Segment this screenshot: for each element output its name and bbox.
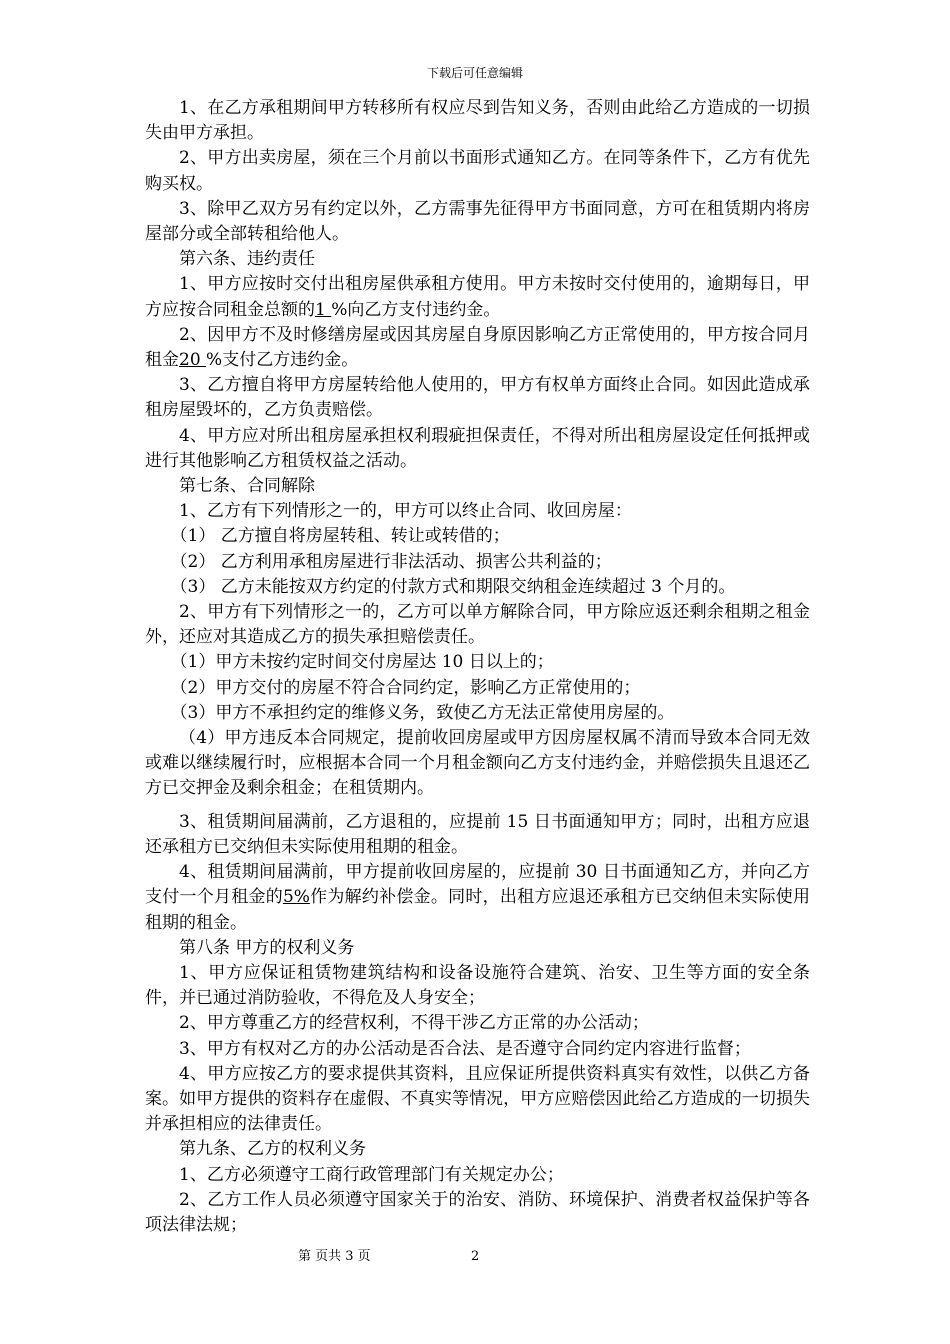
list-item: （3）甲方不承担约定的维修义务，致使乙方无法正常使用房屋的。	[170, 702, 675, 723]
list-item: （3） 乙方未能按双方约定的付款方式和期限交纳租金连续超过 3 个月的。	[170, 576, 736, 597]
section-heading: 第七条、合同解除	[179, 476, 315, 497]
section-heading: 第九条、乙方的权利义务	[179, 1139, 366, 1160]
list-item: （2）甲方交付的房屋不符合合同约定，影响乙方正常使用的；	[170, 677, 641, 698]
list-item: （4）甲方违反本合同规定，提前收回房屋或甲方因房屋权属不清而导致本合同无效或难以继续履行时，应根据本合同一个月租金额向乙方支付违约金，并赔偿损失且退还乙方已交押金及剩余租金；在租赁期内。	[145, 728, 810, 799]
paragraph	[145, 323, 810, 373]
page-header: 下载后可任意编辑	[426, 66, 523, 80]
paragraph-text: 1、甲方应按时交付出租房屋供承租方使用。甲方未按时交付使用的，逾期每日，甲方应按合同租金总额的	[145, 274, 810, 320]
paragraph: 1、甲方应保证租赁物建筑结构和设备设施符合建筑、治安、卫生等方面的安全条件，并已通过消防验收，不得危及人身安全；	[145, 962, 810, 1009]
paragraph: 3、除甲乙双方另有约定以外，乙方需事先征得甲方书面同意，方可在租赁期内将房屋部分或全部转租给他人。	[145, 198, 810, 245]
paragraph: 3、乙方擅自将甲方房屋转给他人使用的，甲方有权单方面终止合同。如因此造成承租房屋毁坏的，乙方负责赔偿。	[145, 375, 810, 421]
paragraph: 1、在乙方承租期间甲方转移所有权应尽到告知义务，否则由此给乙方造成的一切损失由甲方承担。	[145, 98, 810, 144]
paragraph	[145, 272, 810, 322]
page-number: 2	[471, 1249, 480, 1264]
underlined-value: 20	[179, 350, 207, 371]
paragraph-text: 作为解约补偿金。同时，出租方应退还承租方已交纳但未实际使用租期的租金。	[145, 887, 811, 933]
paragraph: 1、乙方必须遵守工商行政管理部门有关规定办公；	[179, 1164, 564, 1185]
paragraph: 2、甲方有下列情形之一的，乙方可以单方解除合同，甲方除应返还剩余租期之租金外，还应对其造成乙方的损失承担赔偿责任。	[145, 602, 810, 648]
underlined-value: 5%	[282, 887, 310, 908]
paragraph: 4、甲方应对所出租房屋承担权利瑕疵担保责任，不得对所出租房屋设定任何抵押或进行其他影响乙方租赁权益之活动。	[145, 425, 810, 471]
paragraph-text: %向乙方支付违约金。	[331, 299, 501, 320]
page-count-label: 第 页共 3 页	[298, 1249, 371, 1264]
paragraph: 4、甲方应按乙方的要求提供其资料，且应保证所提供资料真实有效性，以供乙方备案。如甲方提供的资料存在虚假、不真实等情况，甲方应赔偿因此给乙方造成的一切损失并承担相应的法律责任。	[145, 1063, 810, 1135]
paragraph-text: 4、租赁期间届满前，甲方提前收回房屋的，应提前 30 日书面通知乙方，并向乙方支付一个月租金的	[145, 862, 810, 908]
paragraph: 2、甲方尊重乙方的经营权利，不得干涉乙方正常的办公活动；	[179, 1013, 649, 1034]
section-heading: 第八条 甲方的权利义务	[179, 937, 355, 958]
section-heading: 第六条、违约责任	[179, 249, 315, 270]
list-item: （2） 乙方利用承租房屋进行非法活动、损害公共利益的；	[170, 551, 612, 572]
paragraph-text: 2、因甲方不及时修缮房屋或因其房屋自身原因影响乙方正常使用的，甲方按合同月租金	[145, 324, 810, 371]
paragraph: 3、租赁期间届满前，乙方退租的，应提前 15 日书面通知甲方；同时，出租方应退还承租方已交纳但未实际使用租期的租金。	[145, 811, 810, 857]
paragraph: 2、乙方工作人员必须遵守国家关于的治安、消防、环境保护、消费者权益保护等各项法律法规；	[145, 1189, 810, 1235]
contract-body	[145, 96, 810, 1238]
paragraph: 2、甲方出卖房屋，须在三个月前以书面形式通知乙方。在同等条件下，乙方有优先购买权。	[145, 148, 810, 194]
paragraph: 1、乙方有下列情形之一的，甲方可以终止合同、收回房屋：	[179, 501, 632, 522]
list-item: （1）甲方未按约定时间交付房屋达 10 日以上的；	[170, 652, 554, 673]
paragraph	[145, 860, 810, 936]
paragraph: 3、甲方有权对乙方的办公活动是否合法、是否遵守合同约定内容进行监督；	[179, 1038, 751, 1059]
paragraph-text: %支付乙方违约金。	[206, 350, 359, 371]
list-item: （1） 乙方擅自将房屋转租、转让或转借的；	[170, 526, 510, 547]
underlined-value: 1	[315, 299, 332, 320]
